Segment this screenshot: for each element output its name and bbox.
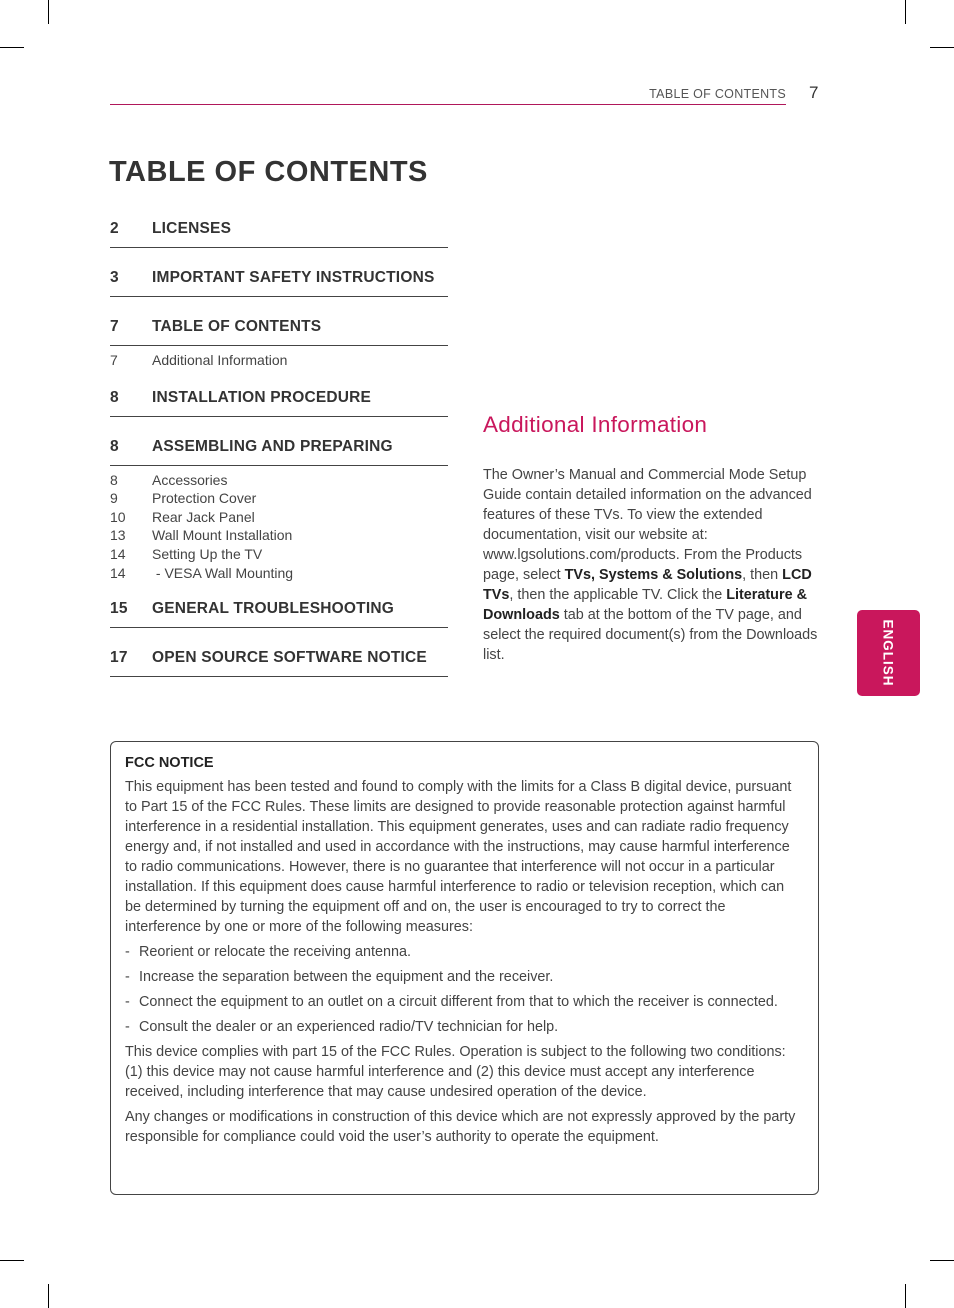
toc-label: Additional Information (152, 352, 288, 368)
toc-subentry[interactable] (110, 545, 448, 564)
text-run: The Owner’s Manual and Commercial Mode Setup Guide contain detailed information on the advanced features of these TVs. To view the extended documentation, visit our website at: www.lgsolutions.com/products. From the Products page, select (483, 467, 812, 583)
toc-page-number: 15 (110, 599, 128, 617)
toc-label: Wall Mount Installation (152, 527, 293, 543)
toc-subentry[interactable] (110, 489, 448, 508)
list-item: - Increase the separation between the equipment and the receiver. (125, 967, 804, 987)
toc-page-number: 9 (110, 490, 118, 506)
toc-label: Setting Up the TV (152, 545, 263, 562)
toc-label: Rear Jack Panel (152, 508, 255, 525)
list-item: - Connect the equipment to an outlet on a circuit different from that to which the receiver is connected. (125, 992, 804, 1012)
toc-page-number: 13 (110, 527, 126, 543)
toc-page-number: 7 (110, 318, 119, 335)
bold-term: LCD TVs (483, 567, 812, 603)
page-title: TABLE OF CONTENTS (109, 156, 428, 188)
toc-page-number: 8 (110, 437, 119, 455)
bold-term: Literature & Downloads (483, 587, 807, 623)
crop-mark (905, 0, 906, 24)
bold-term: TVs, Systems & Solutions (564, 567, 743, 583)
toc-label: INSTALLATION PROCEDURE (152, 388, 372, 406)
toc-subentry[interactable] (110, 471, 448, 490)
page-number: 7 (809, 83, 819, 102)
additional-information-text (483, 465, 828, 665)
toc-label: Accessories (152, 471, 228, 488)
toc-label: OPEN SOURCE SOFTWARE NOTICE (152, 648, 427, 666)
toc-entry[interactable] (110, 649, 448, 677)
section-heading: Additional Information (483, 412, 708, 437)
list-item: - Reorient or relocate the receiving antenna. (125, 942, 804, 962)
crop-mark (930, 47, 954, 48)
text-run: tab at the bottom of the TV page, and select the required document(s) from the Downloads list. (483, 607, 818, 663)
toc-page-number: 7 (110, 352, 118, 368)
fcc-paragraph: Any changes or modifications in construction of this device which are not expressly approved by the party responsible for compliance could void the user’s authority to operate the equipment. (125, 1109, 796, 1145)
running-head-text: TABLE OF CONTENTS (649, 87, 786, 101)
crop-mark (905, 1284, 906, 1308)
toc-page-number: 14 (110, 565, 126, 581)
running-head (110, 84, 786, 105)
toc-entry[interactable] (110, 318, 448, 346)
list-item: - Consult the dealer or an experienced radio/TV technician for help. (125, 1017, 804, 1037)
toc-label: IMPORTANT SAFETY INSTRUCTIONS (152, 269, 435, 286)
toc-entry[interactable] (110, 269, 448, 297)
toc-label: GENERAL TROUBLESHOOTING (152, 599, 394, 617)
toc-entry[interactable] (110, 438, 448, 466)
crop-mark (930, 1260, 954, 1261)
toc-subentry[interactable] (110, 564, 448, 583)
toc-label: - VESA Wall Mounting (152, 565, 294, 581)
fcc-notice-box (110, 741, 819, 1195)
toc-label: LICENSES (152, 220, 232, 237)
toc-subentry[interactable] (110, 351, 448, 370)
toc-entry[interactable] (110, 220, 448, 248)
text-run: , then (742, 567, 783, 583)
language-tab-label: ENGLISH (880, 619, 896, 687)
toc-entry[interactable] (110, 389, 448, 417)
toc-subentry[interactable] (110, 508, 448, 527)
table-of-contents (110, 220, 448, 677)
toc-label: TABLE OF CONTENTS (152, 318, 322, 335)
additional-information-section (483, 412, 828, 665)
fcc-paragraph: This device complies with part 15 of the FCC Rules. Operation is subject to the following two conditions: (1) this device may not cause harmful interference and (2) this device must accept any interference received, including interference that may cause undesired operation of the device. (125, 1044, 786, 1100)
crop-mark (48, 0, 49, 24)
crop-mark (48, 1284, 49, 1308)
toc-page-number: 10 (110, 508, 126, 525)
crop-mark (0, 1260, 24, 1261)
toc-page-number: 3 (110, 269, 119, 286)
toc-label: ASSEMBLING AND PREPARING (152, 437, 393, 455)
toc-page-number: 14 (110, 545, 126, 562)
toc-label: Protection Cover (152, 490, 257, 506)
toc-page-number: 2 (110, 220, 119, 237)
fcc-measures-list (125, 942, 804, 1037)
toc-page-number: 8 (110, 471, 118, 488)
toc-entry[interactable] (110, 600, 448, 628)
crop-mark (0, 47, 24, 48)
text-run: , then the applicable TV. Click the (509, 587, 727, 603)
toc-subentry[interactable] (110, 526, 448, 545)
language-tab (857, 610, 920, 696)
fcc-paragraph: This equipment has been tested and found to comply with the limits for a Class B digital device, pursuant to Part 15 of the FCC Rules. These limits are designed to provide reasonable protection against harmful interference in a residential installation. This equipment generates, uses and can radiate radio frequency energy and, if not installed and used in accordance with the instructions, may cause harmful interference to radio communications. However, there is no guarantee that interference will not occur in a particular installation. If this equipment does cause harmful interference to radio or television reception, which can be determined by turning the equipment off and on, the user is encouraged to try to correct the interference by one or more of the following measures: (125, 779, 792, 935)
fcc-notice-title: FCC NOTICE (125, 755, 214, 771)
toc-page-number: 17 (110, 648, 128, 666)
toc-page-number: 8 (110, 388, 119, 406)
